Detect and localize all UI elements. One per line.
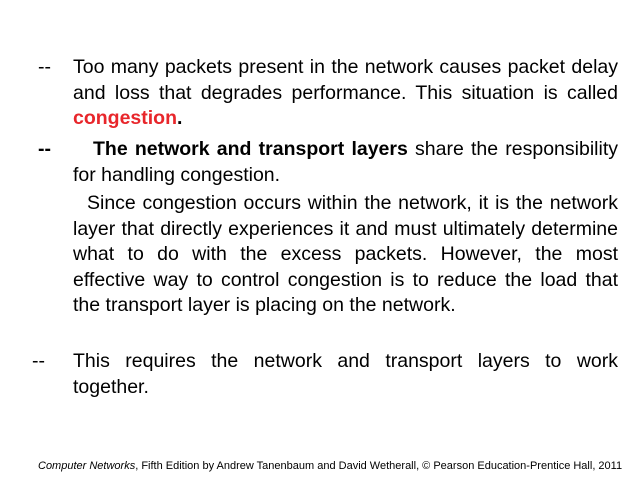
paragraph-network-layer-role: [73, 191, 618, 319]
bullet-dash-2: --: [38, 138, 51, 160]
citation-text: , Fifth Edition by Andrew Tanenbaum and David Wetherall, © Pearson Education-Prentice Hall, 2011: [135, 460, 623, 472]
term-congestion: congestion: [73, 107, 178, 130]
paragraph-work-together: [73, 349, 618, 400]
paragraph-text: This requires the network and transport layers to work together.: [73, 350, 618, 398]
period: .: [177, 107, 183, 130]
book-title: Computer Networks: [38, 460, 136, 472]
bullet-dash-4: --: [32, 350, 45, 372]
bold-phrase-layers: The network and transport layers: [93, 138, 408, 160]
paragraph-shared-responsibility: [73, 137, 618, 188]
paragraph-text: Too many packets present in the network causes packet delay and loss that degrades performance. This situation is called: [73, 56, 618, 104]
paragraph-congestion-definition: [73, 55, 618, 132]
paragraph-text: Since congestion occurs within the network, it is the network layer that directly experiences it and must ultimately determine what to do with the excess packets. However, the most effective way to control congestion is to reduce the load that the transport layer is placing on the network.: [73, 192, 618, 317]
footer-citation: [38, 460, 622, 472]
paragraph-text: share the responsibility for handling congestion.: [73, 138, 618, 186]
bullet-dash-1: --: [38, 56, 51, 78]
